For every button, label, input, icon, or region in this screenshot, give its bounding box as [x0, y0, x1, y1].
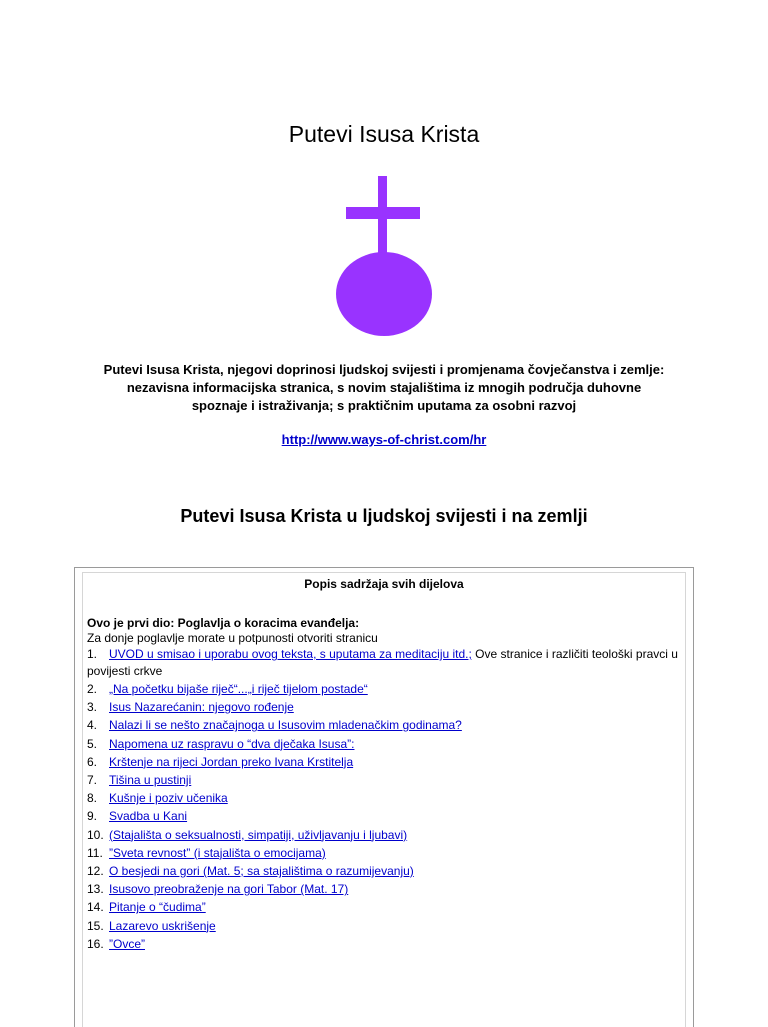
list-item-number: 10. — [87, 827, 104, 842]
toc-body — [82, 572, 686, 1027]
chapter-note: Ove stranice i različiti teološki pravci u povijesti crkve — [87, 647, 678, 678]
list-item — [87, 898, 681, 916]
chapter-link[interactable]: Svadba u Kani — [109, 809, 188, 824]
intro-line: spoznaje i istraživanja; s praktičnim uputama za osobni razvoj — [191, 398, 577, 413]
list-item-number: 2. — [87, 682, 98, 696]
list-item — [87, 917, 681, 935]
list-item-number: 7. — [87, 773, 98, 788]
toc-heading: Popis sadržaja svih dijelova — [304, 577, 464, 591]
chapter-link[interactable]: Isus Nazarećanin: njegovo rođenje — [109, 700, 294, 715]
chapter-link[interactable]: O besjedi na gori (Mat. 5; sa stajalištima o razumijevanju) — [109, 864, 414, 879]
chapter-link[interactable]: Lazarevo uskrišenje — [109, 918, 216, 933]
list-item-number: 13. — [87, 882, 104, 897]
toc-note: Za donje poglavlje morate u potpunosti otvoriti stranicu — [87, 631, 378, 645]
list-item-number: 11. — [87, 845, 103, 860]
chapter-link[interactable]: „Na početku bijaše riječ“...„i riječ tijelom postade“ — [109, 682, 368, 696]
list-item — [87, 646, 681, 680]
list-item-number: 3. — [87, 700, 98, 715]
toc-list — [87, 646, 681, 953]
chapter-link[interactable]: Kušnje i poziv učenika — [109, 791, 228, 806]
list-item-number: 4. — [87, 718, 98, 733]
intro-text — [60, 361, 708, 415]
list-item-number: 16. — [87, 936, 104, 951]
list-item — [87, 680, 681, 698]
site-url-link[interactable]: http://www.ways-of-christ.com/hr — [281, 432, 487, 447]
list-item — [87, 862, 681, 880]
part-title: Ovo je prvi dio: Poglavlja o koracima evanđelja: — [87, 616, 360, 630]
list-item-number: 6. — [87, 754, 98, 769]
chapter-link[interactable]: ”Sveta revnost” (i stajališta o emocijama) — [109, 845, 326, 860]
cross-orb-icon — [334, 176, 434, 336]
chapter-link[interactable]: Napomena uz raspravu o “dva dječaka Isusa”: — [109, 736, 355, 751]
list-item-number: 9. — [87, 809, 98, 824]
intro-line: nezavisna informacijska stranica, s novim stajalištima iz mnogih područja duhovne — [126, 380, 642, 395]
list-item — [87, 753, 681, 771]
list-item-number: 12. — [87, 864, 104, 879]
list-item — [87, 935, 681, 953]
list-item — [87, 880, 681, 898]
table-of-contents — [74, 567, 694, 1027]
list-item — [87, 807, 681, 825]
chapter-link[interactable]: Krštenje na rijeci Jordan preko Ivana Krstitelja — [109, 754, 354, 769]
list-item — [87, 771, 681, 789]
chapter-link[interactable]: UVOD u smisao i uporabu ovog teksta, s uputama za meditaciju itd.; — [109, 647, 472, 661]
list-item-number: 8. — [87, 791, 98, 806]
site-url — [0, 432, 768, 447]
chapter-link[interactable]: (Stajališta o seksualnosti, simpatiji, uživljavanju i ljubavi) — [109, 827, 408, 842]
list-item-number: 14. — [87, 900, 104, 915]
list-item — [87, 789, 681, 807]
intro-line: Putevi Isusa Krista, njegovi doprinosi ljudskoj svijesti i promjenama čovječanstva i zemlje: — [103, 362, 665, 377]
section-subtitle: Putevi Isusa Krista u ljudskoj svijesti i na zemlji — [180, 506, 588, 526]
chapter-link[interactable]: Isusovo preobraženje na gori Tabor (Mat. 17) — [109, 882, 349, 897]
list-item-number: 1. — [87, 647, 98, 661]
chapter-link[interactable]: Pitanje o “čudima” — [109, 900, 206, 915]
chapter-link[interactable]: ”Ovce” — [109, 936, 145, 951]
list-item — [87, 698, 681, 716]
list-item — [87, 735, 681, 753]
list-item — [87, 826, 681, 844]
chapter-link[interactable]: Nalazi li se nešto značajnoga u Isusovim mladenačkim godinama? — [109, 718, 462, 733]
list-item-number: 15. — [87, 918, 104, 933]
list-item — [87, 716, 681, 734]
list-item — [87, 844, 681, 862]
chapter-link[interactable]: Tišina u pustinji — [109, 773, 192, 788]
page-title: Putevi Isusa Krista — [288, 121, 480, 147]
list-item-number: 5. — [87, 736, 98, 751]
